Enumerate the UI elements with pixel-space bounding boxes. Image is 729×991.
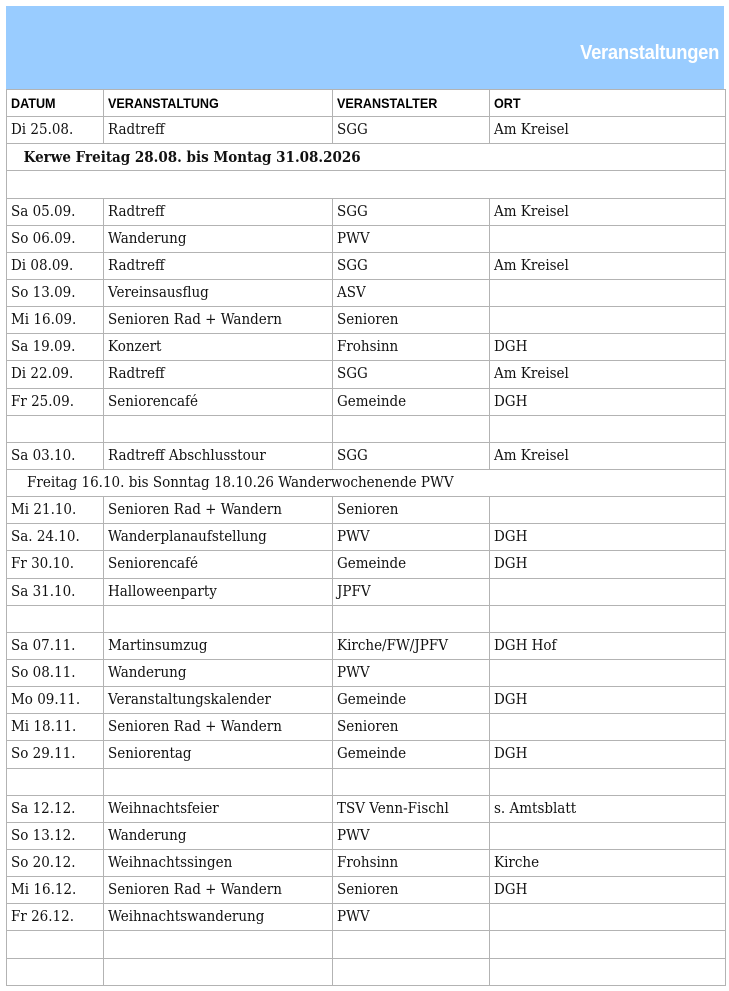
cell-veranstaltung [104,768,333,795]
page-title: Veranstaltungen [579,42,719,64]
highlight-cell [7,144,726,171]
highlight-row [7,144,726,171]
cell-veranstaltung [104,361,333,388]
cell-datum [7,225,104,252]
cell-ort-text: DGH [494,556,528,573]
cell-datum [7,795,104,822]
cell-veranstalter [333,524,490,551]
table-row [7,605,726,632]
cell-datum [7,117,104,144]
cell-datum-text: Sa 12.12. [11,800,76,817]
cell-datum [7,524,104,551]
cell-ort [490,904,726,931]
cell-veranstaltung [104,334,333,361]
cell-veranstalter [333,958,490,985]
cell-veranstaltung [104,198,333,225]
cell-veranstalter-text: Senioren [337,502,399,519]
cell-veranstalter-text: Kirche/FW/JPFV [337,637,448,654]
cell-veranstaltung-text: Radtreff [108,366,165,383]
cell-datum [7,904,104,931]
cell-veranstaltung-text: Vereinsausflug [108,285,209,302]
cell-datum [7,307,104,334]
cell-datum [7,632,104,659]
cell-veranstalter [333,279,490,306]
cell-ort [490,632,726,659]
cell-datum-text: So 13.12. [11,827,76,844]
table-row [7,361,726,388]
cell-datum [7,822,104,849]
cell-ort-text: DGH [494,746,528,763]
cell-veranstaltung [104,659,333,686]
cell-ort-text: DGH [494,692,528,709]
cell-veranstaltung [104,741,333,768]
table-row [7,524,726,551]
cell-veranstaltung [104,578,333,605]
cell-veranstalter [333,334,490,361]
cell-ort [490,415,726,442]
column-header-label: VERANSTALTER [337,95,438,112]
cell-ort [490,687,726,714]
table-row [7,578,726,605]
cell-datum [7,334,104,361]
cell-veranstaltung [104,904,333,931]
column-header-veranstaltung [104,90,333,117]
cell-veranstaltung-text: Veranstaltungskalender [108,692,271,709]
cell-veranstalter [333,795,490,822]
cell-ort [490,225,726,252]
cell-veranstaltung-text: Wanderung [108,827,187,844]
cell-ort-text: Kirche [494,855,540,871]
cell-datum [7,497,104,524]
cell-datum-text: Sa. 24.10. [11,529,80,546]
cell-datum-text: Mi 18.11. [11,719,77,736]
table-row [7,551,726,578]
cell-veranstalter [333,198,490,225]
cell-datum [7,714,104,741]
cell-veranstalter-text: SGG [337,257,368,274]
cell-veranstalter [333,388,490,415]
cell-veranstaltung-text: Wanderung [108,230,187,247]
cell-veranstaltung-text: Weihnachtswanderung [108,909,265,926]
cell-veranstaltung [104,687,333,714]
table-row [7,795,726,822]
cell-datum [7,415,104,442]
cell-veranstalter [333,904,490,931]
cell-datum-text: Fr 25.09. [11,393,74,410]
cell-veranstaltung [104,551,333,578]
cell-datum-text: Di 25.08. [11,122,74,139]
cell-veranstalter-text: TSV Venn-Fischl [337,800,449,817]
cell-veranstaltung-text: Senioren Rad + Wandern [108,882,282,899]
cell-veranstalter [333,659,490,686]
empty-span-row [7,171,726,198]
cell-veranstalter-text: Senioren [337,312,399,329]
cell-veranstaltung-text: Martinsumzug [108,637,208,654]
cell-ort [490,551,726,578]
cell-veranstalter-text: Gemeinde [337,746,407,763]
cell-datum-text: Mo 09.11. [11,692,81,709]
cell-veranstalter-text: PWV [337,230,370,247]
table-row [7,958,726,985]
cell-ort [490,524,726,551]
cell-datum [7,931,104,958]
cell-veranstalter-text: PWV [337,665,370,682]
cell-veranstalter-text: Gemeinde [337,556,407,573]
cell-ort [490,361,726,388]
table-row [7,632,726,659]
cell-ort [490,931,726,958]
cell-datum-text: So 13.09. [11,285,76,302]
cell-datum [7,198,104,225]
cell-datum [7,741,104,768]
cell-ort [490,252,726,279]
cell-datum [7,687,104,714]
cell-veranstaltung [104,279,333,306]
cell-veranstalter-text: PWV [337,909,370,926]
cell-ort [490,714,726,741]
column-header-ort [490,90,726,117]
cell-veranstaltung-text: Senioren Rad + Wandern [108,502,282,519]
cell-veranstaltung-text: Seniorencafé [108,393,199,410]
cell-datum [7,361,104,388]
cell-veranstalter [333,117,490,144]
cell-ort-text: Am Kreisel [494,257,569,274]
cell-ort [490,877,726,904]
cell-ort [490,442,726,469]
cell-veranstaltung [104,714,333,741]
table-row [7,659,726,686]
cell-veranstalter-text: SGG [337,447,368,464]
cell-veranstalter [333,415,490,442]
cell-ort [490,307,726,334]
cell-datum [7,605,104,632]
cell-veranstaltung [104,632,333,659]
cell-ort [490,198,726,225]
table-row [7,279,726,306]
cell-ort-text: Am Kreisel [494,203,569,220]
cell-veranstalter [333,687,490,714]
table-row [7,877,726,904]
cell-datum [7,768,104,795]
cell-datum-text: Fr 30.10. [11,556,74,573]
cell-datum [7,551,104,578]
cell-ort [490,117,726,144]
cell-veranstalter-text: Frohsinn [337,339,399,356]
cell-veranstaltung [104,795,333,822]
cell-ort-text: Am Kreisel [494,366,569,383]
cell-ort-text: Am Kreisel [494,122,569,139]
cell-datum-text: So 06.09. [11,230,76,247]
cell-veranstaltung [104,442,333,469]
cell-datum-text: So 20.12. [11,855,76,871]
cell-veranstaltung [104,388,333,415]
table-row [7,442,726,469]
cell-veranstaltung-text: Radtreff [108,257,165,274]
column-header-label: VERANSTALTUNG [108,95,219,112]
cell-datum [7,252,104,279]
cell-datum [7,442,104,469]
cell-ort [490,958,726,985]
cell-ort [490,849,726,876]
cell-datum-text: Di 08.09. [11,257,74,274]
note-row [7,469,726,496]
cell-veranstaltung [104,497,333,524]
cell-veranstalter-text: PWV [337,529,370,546]
cell-veranstaltung [104,307,333,334]
cell-veranstaltung [104,225,333,252]
cell-veranstalter [333,931,490,958]
table-header-row [7,90,726,117]
cell-ort-text: DGH [494,393,528,410]
cell-ort [490,334,726,361]
cell-veranstaltung-text: Radtreff [108,203,165,220]
cell-veranstalter-text: PWV [337,827,370,844]
cell-ort [490,578,726,605]
cell-veranstaltung [104,117,333,144]
cell-ort [490,388,726,415]
cell-veranstaltung-text: Weihnachtssingen [108,855,233,871]
cell-veranstalter-text: Senioren [337,882,399,899]
cell-datum-text: Sa 31.10. [11,583,76,600]
table-row [7,714,726,741]
cell-ort [490,659,726,686]
table-row [7,334,726,361]
cell-datum-text: So 08.11. [11,665,76,682]
cell-veranstaltung-text: Halloweenparty [108,583,217,600]
cell-veranstalter-text: SGG [337,122,368,139]
cell-datum-text: So 29.11. [11,746,76,763]
cell-ort-text: DGH [494,882,528,899]
cell-datum [7,958,104,985]
cell-ort [490,605,726,632]
cell-veranstaltung [104,822,333,849]
cell-veranstalter [333,578,490,605]
cell-ort-text: Am Kreisel [494,447,569,464]
column-header-label: ORT [494,95,521,112]
cell-veranstalter-text: Frohsinn [337,855,399,871]
table-row [7,849,726,876]
cell-datum [7,877,104,904]
table-row [7,117,726,144]
table-row [7,497,726,524]
cell-veranstaltung-text: Senioren Rad + Wandern [108,312,282,329]
cell-veranstaltung-text: Wanderung [108,665,187,682]
cell-veranstalter-text: ASV [337,285,366,302]
table-row [7,904,726,931]
cell-veranstaltung [104,605,333,632]
cell-veranstalter-text: SGG [337,366,368,383]
cell-ort [490,741,726,768]
cell-ort [490,768,726,795]
cell-veranstaltung [104,931,333,958]
cell-veranstaltung [104,958,333,985]
cell-veranstaltung-text: Weihnachtsfeier [108,800,219,817]
table-row [7,388,726,415]
cell-ort-text: DGH [494,529,528,546]
cell-datum [7,279,104,306]
cell-datum-text: Sa 05.09. [11,203,76,220]
cell-veranstalter-text: Senioren [337,719,399,736]
cell-veranstaltung [104,877,333,904]
table-row [7,415,726,442]
cell-datum-text: Sa 03.10. [11,447,76,464]
cell-veranstalter [333,225,490,252]
cell-datum-text: Mi 21.10. [11,502,77,519]
cell-veranstaltung-text: Seniorentag [108,746,192,763]
cell-ort [490,279,726,306]
events-table-body [7,117,726,986]
cell-veranstaltung-text: Radtreff [108,122,165,139]
table-row [7,768,726,795]
cell-veranstalter [333,822,490,849]
cell-veranstalter [333,768,490,795]
cell-datum-text: Mi 16.09. [11,312,77,329]
cell-veranstalter [333,741,490,768]
cell-datum [7,659,104,686]
cell-veranstalter [333,361,490,388]
cell-veranstalter [333,252,490,279]
cell-veranstaltung-text: Senioren Rad + Wandern [108,719,282,736]
cell-datum-text: Di 22.09. [11,366,74,383]
cell-veranstaltung [104,415,333,442]
table-row [7,931,726,958]
cell-veranstalter [333,605,490,632]
cell-veranstalter [333,497,490,524]
table-row [7,252,726,279]
cell-veranstalter [333,307,490,334]
cell-datum [7,578,104,605]
table-row [7,198,726,225]
cell-datum-text: Sa 19.09. [11,339,76,356]
title-banner [6,6,724,89]
cell-veranstaltung [104,849,333,876]
cell-ort [490,795,726,822]
cell-datum [7,849,104,876]
cell-veranstaltung-text: Seniorencafé [108,556,199,573]
note-cell [7,469,726,496]
table-row [7,225,726,252]
cell-veranstalter-text: Gemeinde [337,692,407,709]
note-text: Freitag 16.10. bis Sonntag 18.10.26 Wanderwochenende PWV [27,475,454,492]
empty-span-cell [7,171,726,198]
table-row [7,822,726,849]
cell-veranstalter [333,632,490,659]
table-row [7,741,726,768]
column-header-veranstalter [333,90,490,117]
column-header-datum [7,90,104,117]
cell-veranstalter [333,877,490,904]
cell-ort-text: DGH [494,339,528,356]
cell-veranstaltung-text: Konzert [108,339,162,356]
cell-veranstalter-text: JPFV [337,583,371,600]
cell-veranstalter [333,849,490,876]
cell-datum-text: Fr 26.12. [11,909,74,926]
cell-veranstaltung-text: Wanderplanaufstellung [108,529,267,546]
highlight-text: Kerwe Freitag 28.08. bis Montag 31.08.2026 [23,148,361,166]
cell-veranstalter [333,442,490,469]
cell-veranstalter-text: SGG [337,203,368,220]
cell-datum [7,388,104,415]
cell-veranstaltung [104,524,333,551]
cell-veranstaltung [104,252,333,279]
cell-ort [490,822,726,849]
cell-veranstaltung-text: Radtreff Abschlusstour [108,447,266,464]
column-header-label: DATUM [11,95,56,112]
events-table [6,89,726,986]
cell-veranstalter [333,714,490,741]
cell-veranstalter-text: Gemeinde [337,393,407,410]
table-row [7,687,726,714]
cell-datum-text: Sa 07.11. [11,637,76,654]
cell-ort-text: s. Amtsblatt [494,800,577,817]
cell-datum-text: Mi 16.12. [11,882,77,899]
cell-ort-text: DGH Hof [494,637,557,654]
cell-veranstalter [333,551,490,578]
cell-ort [490,497,726,524]
table-row [7,307,726,334]
